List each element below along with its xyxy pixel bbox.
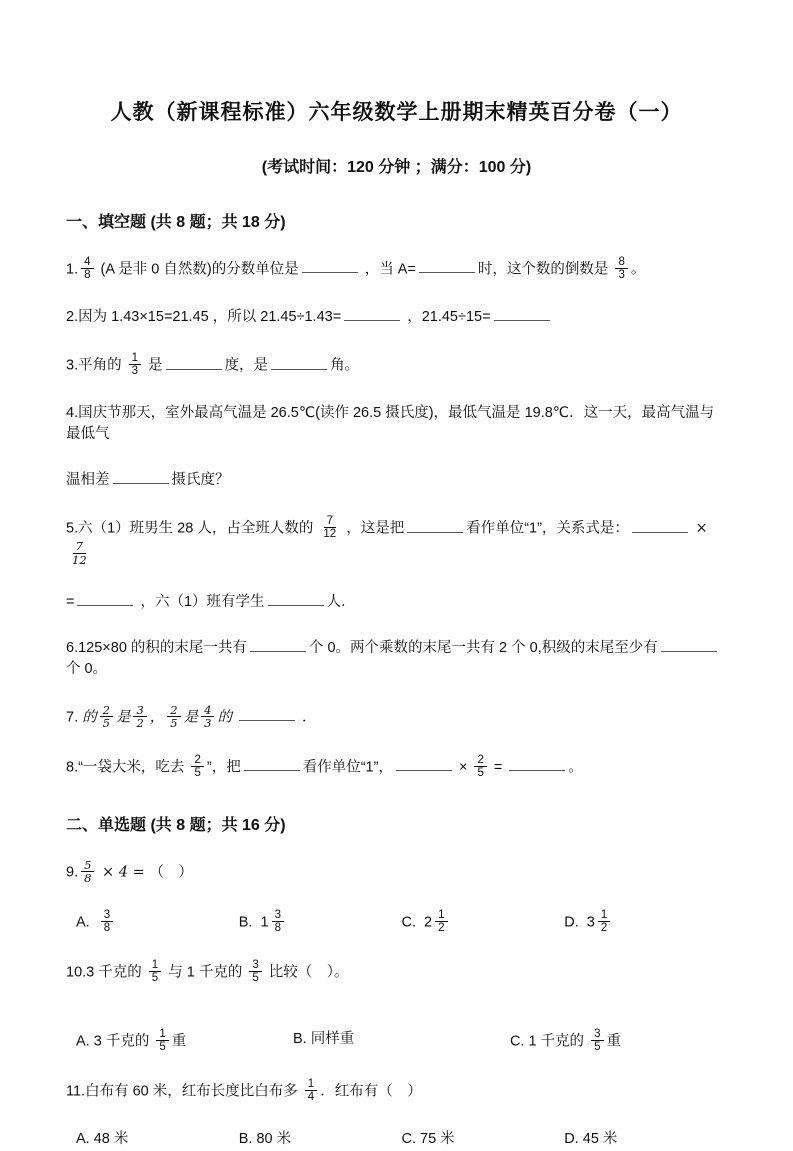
question-line — [66, 960, 727, 985]
question-line — [66, 353, 727, 378]
handwritten-text: × — [690, 520, 713, 537]
answer-blank — [419, 259, 475, 273]
question-text: C. 2 — [401, 914, 433, 931]
fraction-numerator: 7 — [73, 540, 86, 553]
fraction-numerator: 3 — [133, 704, 146, 717]
question-text: ． — [297, 709, 317, 725]
fraction-numerator: 4 — [201, 704, 214, 717]
fraction — [474, 754, 486, 779]
fraction — [101, 909, 113, 934]
question-text: ，当 A= — [360, 261, 416, 278]
fraction — [81, 859, 94, 884]
question-text: D. 45 米 — [564, 1131, 618, 1148]
question-text: D. 3 — [564, 914, 595, 931]
fraction-denominator: 12 — [323, 528, 337, 541]
fraction-numerator: 2 — [474, 754, 486, 767]
fraction-denominator: 8 — [84, 870, 92, 885]
question-text: A. 48 米 — [76, 1131, 129, 1148]
fraction-denominator: 8 — [274, 922, 281, 935]
choice-option — [402, 910, 565, 935]
fraction — [320, 515, 339, 540]
fraction — [598, 909, 610, 934]
choice-option — [239, 910, 402, 935]
answer-blank — [77, 592, 133, 606]
question-line — [66, 702, 727, 730]
fraction-denominator: 5 — [102, 715, 110, 730]
question-line — [66, 857, 727, 885]
fraction-denominator: 5 — [159, 1041, 166, 1054]
choice-option — [402, 1129, 565, 1150]
question-text: = — [66, 593, 75, 610]
question-text: 1. — [66, 261, 79, 278]
question-line — [66, 1079, 727, 1104]
handwritten-text: × 4 = — [97, 864, 150, 881]
fraction — [191, 754, 203, 779]
question-line — [66, 592, 727, 613]
question-text: A. 3 千克的 — [76, 1033, 154, 1050]
fraction — [201, 704, 214, 729]
question-text: 5.六（1）班男生 28 人，占全班人数的 — [66, 520, 318, 537]
fraction-numerator: 3 — [101, 909, 113, 922]
question-text: 度，是 — [224, 357, 269, 374]
fraction — [100, 704, 113, 729]
question-text — [232, 709, 236, 725]
fraction — [167, 704, 180, 729]
question-text: ．红布有（ ） — [320, 1083, 422, 1100]
question-line — [66, 516, 727, 566]
question-text: 。 — [630, 261, 646, 278]
question-text: 是 — [144, 357, 163, 374]
question-text: 摄氏度？ — [171, 472, 230, 489]
fraction — [615, 256, 627, 281]
fraction-denominator: 5 — [170, 715, 178, 730]
question-text: 与 1 千克的 — [164, 964, 247, 981]
answer-blank — [239, 707, 295, 721]
fraction-denominator: 2 — [136, 715, 144, 730]
fraction-numerator: 1 — [435, 909, 447, 922]
question-text: 6.125×80 的积的末尾一共有 — [66, 639, 247, 656]
question-text: 8.“一袋大米，吃去 — [66, 759, 189, 776]
fraction-denominator: 4 — [307, 1091, 315, 1104]
question-line — [66, 307, 727, 328]
fraction-numerator: 3 — [591, 1028, 603, 1041]
question-text: B. 同样重 — [292, 1031, 355, 1048]
question-text: B. 1 — [238, 914, 269, 931]
fraction-numerator: 2 — [191, 754, 203, 767]
choice-option — [76, 1029, 293, 1054]
fraction-denominator: 12 — [72, 552, 87, 567]
question-text: C. 1 千克的 — [509, 1033, 589, 1050]
fraction-denominator: 3 — [618, 269, 625, 282]
fraction — [272, 909, 284, 934]
fraction-numerator: 2 — [100, 704, 113, 717]
handwritten-text: 的 — [217, 709, 232, 725]
answer-blank — [244, 757, 300, 771]
fraction-numerator: 1 — [129, 352, 141, 365]
fraction-denominator: 5 — [151, 972, 159, 985]
question-text: 重 — [171, 1033, 187, 1050]
handwritten-text: 是 — [183, 709, 199, 725]
fraction-denominator: 8 — [84, 269, 91, 282]
choice-option — [293, 1029, 510, 1054]
answer-blank — [268, 592, 324, 606]
answer-blank — [509, 757, 565, 771]
question-text: = — [489, 759, 507, 776]
question-text: ”，把 — [206, 759, 241, 776]
handwritten-text: ， — [149, 709, 165, 725]
answer-blank — [344, 307, 400, 321]
page-title: 人教（新课程标准）六年级数学上册期末精英百分卷（一） — [110, 101, 683, 124]
answer-blank — [271, 356, 327, 370]
fraction-denominator: 8 — [103, 922, 111, 935]
fraction-numerator: 1 — [598, 909, 610, 922]
choice-option — [76, 1129, 239, 1150]
section-heading: 一、填空题 (共 8 题；共 18 分) — [66, 214, 286, 231]
question-text: 11.白布有 60 米，红布长度比白布多 — [66, 1083, 302, 1100]
exam-info: (考试时间：120 分钟 ；满分：100 分) — [261, 159, 532, 176]
fraction-numerator: 8 — [615, 256, 627, 269]
answer-blank — [113, 470, 169, 484]
answer-blank — [250, 638, 306, 652]
fraction-numerator: 5 — [81, 859, 94, 872]
fraction — [81, 256, 93, 281]
question-text: 角。 — [330, 357, 360, 374]
fraction-numerator: 3 — [249, 959, 261, 972]
fraction-numerator: 7 — [324, 515, 336, 528]
question-line — [66, 470, 727, 491]
question-text: ，六（1）班有学生 — [136, 593, 265, 610]
fraction-numerator: 3 — [272, 909, 284, 922]
fraction-numerator: 1 — [305, 1078, 317, 1091]
question-text: 比较（ ）。 — [264, 964, 349, 981]
fraction — [249, 959, 261, 984]
fraction-denominator: 5 — [194, 766, 201, 779]
fraction — [156, 1028, 168, 1053]
question-text: （ ） — [149, 864, 193, 881]
question-line — [66, 638, 727, 680]
answer-blank — [166, 356, 222, 370]
question-text: 。 — [568, 759, 583, 776]
fraction-denominator: 5 — [477, 766, 484, 779]
fraction-denominator: 2 — [438, 922, 445, 935]
choice-row — [66, 910, 727, 935]
answer-blank — [407, 519, 463, 533]
question-text: ，这是把 — [342, 520, 405, 537]
question-text: 4.国庆节那天，室外最高气温是 26.5℃(读作 26.5 摄氏度)，最低气温是 19.8℃．这一天，最高气温与最低气 — [66, 405, 715, 443]
question-text: 人． — [326, 593, 356, 610]
question-text: 温相差 — [66, 472, 110, 489]
fraction-denominator: 3 — [204, 715, 212, 730]
fraction-denominator: 5 — [252, 972, 259, 985]
answer-blank — [302, 259, 358, 273]
question-text: 个 0。两个乘数的末尾一共有 2 个 0,积级的末尾至少有 — [308, 639, 658, 656]
question-text: 7. — [66, 709, 83, 725]
exam-content — [66, 209, 727, 1151]
question-line — [66, 257, 727, 282]
answer-blank — [396, 757, 452, 771]
choice-option — [510, 1029, 727, 1054]
handwritten-text: 是 — [115, 709, 131, 725]
question-text: 重 — [606, 1033, 621, 1050]
question-text: A. — [76, 914, 98, 931]
answer-blank — [632, 519, 688, 533]
fraction — [305, 1078, 317, 1103]
fraction — [133, 704, 146, 729]
choice-row — [66, 1129, 727, 1150]
fraction-denominator: 2 — [600, 922, 608, 935]
fraction — [149, 959, 161, 984]
choice-option — [76, 910, 239, 935]
question-text: (A 是非 0 自然数)的分数单位是 — [96, 261, 299, 278]
fraction — [69, 540, 90, 565]
question-text: 个 0。 — [66, 660, 108, 677]
question-text: 9. — [66, 864, 79, 881]
question-text: 2.因为 1.43×15=21.45 ，所以 21.45÷1.43= — [66, 309, 342, 326]
question-text: 3.平角的 — [66, 357, 126, 374]
question-text: × — [454, 759, 472, 776]
choice-row — [66, 1029, 727, 1054]
answer-blank — [661, 638, 717, 652]
choice-option — [564, 1129, 727, 1150]
handwritten-text: 的 — [82, 709, 97, 725]
question-text: 10.3 千克的 — [66, 964, 146, 981]
fraction-denominator: 5 — [594, 1041, 601, 1054]
fraction — [435, 909, 447, 934]
question-text: C. 75 米 — [401, 1131, 455, 1148]
question-line — [66, 403, 727, 445]
choice-option — [239, 1129, 402, 1150]
fraction-numerator: 2 — [167, 704, 180, 717]
question-text: 时，这个数的倒数是 — [477, 261, 613, 278]
section-heading: 二、单选题 (共 8 题；共 16 分) — [66, 816, 286, 834]
fraction — [591, 1028, 603, 1053]
fraction-numerator: 1 — [156, 1028, 168, 1041]
question-line — [66, 755, 727, 780]
fraction-numerator: 4 — [81, 256, 93, 269]
fraction-numerator: 1 — [149, 959, 161, 972]
question-text: ，21.45÷15= — [403, 309, 491, 326]
fraction-denominator: 3 — [131, 365, 139, 378]
question-text: 看作单位“1”， — [302, 759, 393, 776]
answer-blank — [494, 307, 550, 321]
question-text: B. 80 米 — [238, 1131, 292, 1148]
fraction — [129, 352, 141, 377]
choice-option — [564, 910, 727, 935]
question-text: 看作单位“1”，关系式是： — [466, 520, 629, 537]
